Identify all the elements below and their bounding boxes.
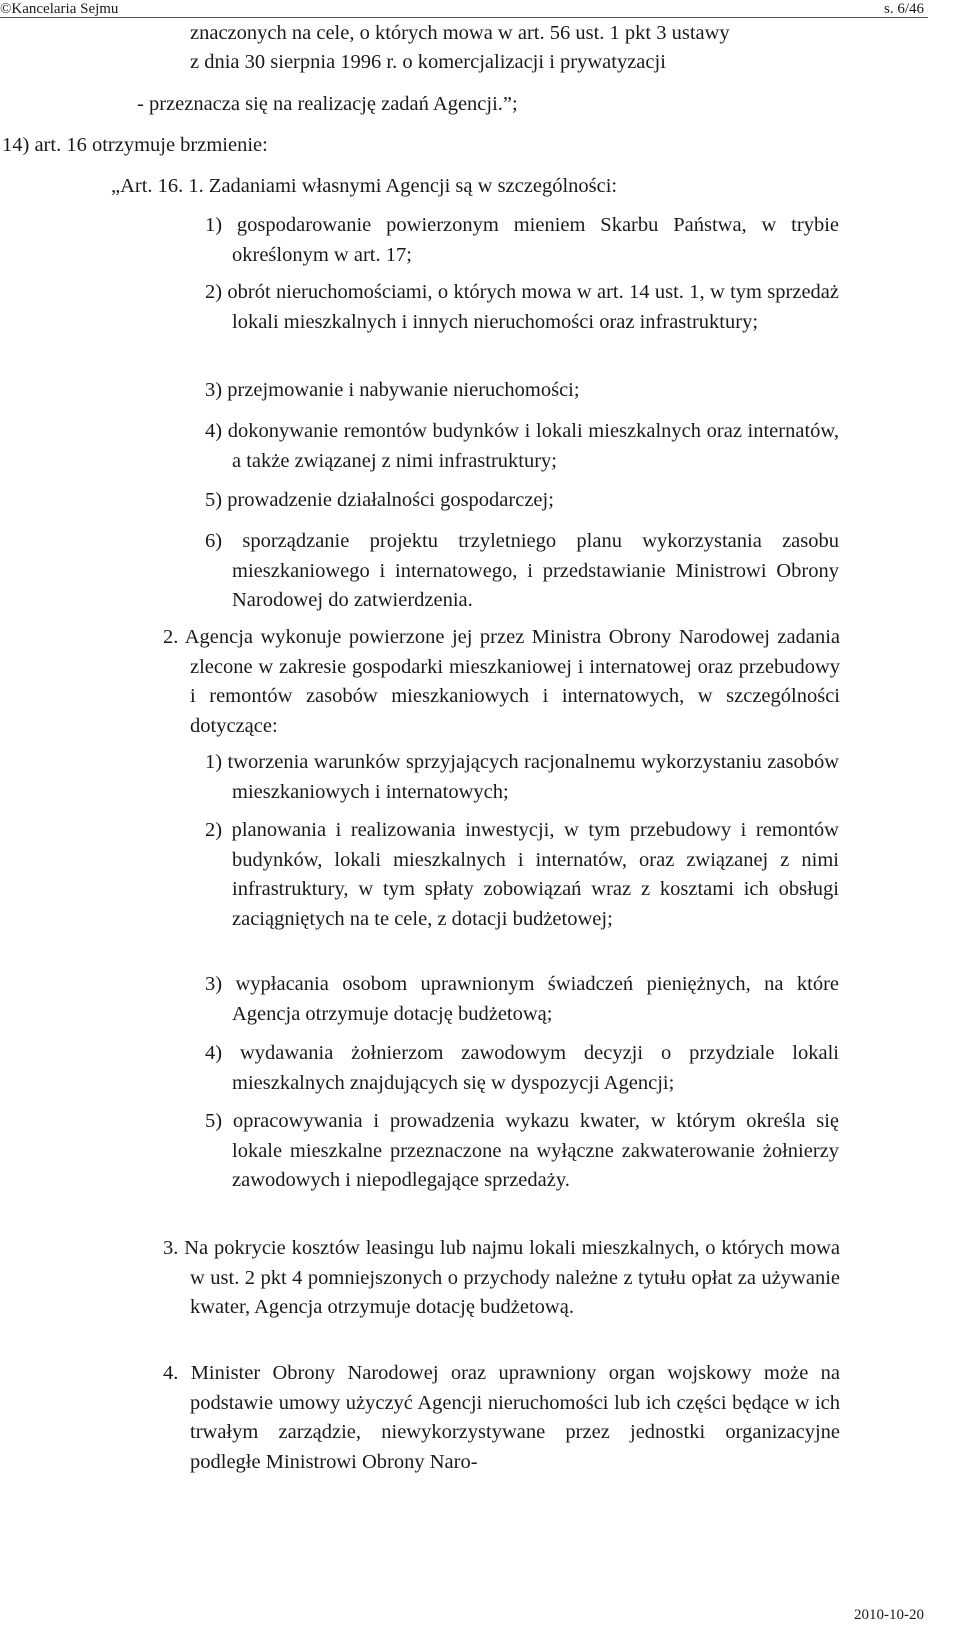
art16-ust1-item-3: 3) przejmowanie i nabywanie nieruchomości; (205, 379, 580, 401)
art16-ust2-item-3: 3) wypłacania osobom uprawnionym świadczeń pieniężnych, na które Agencja otrzymuje dotację budżetową; (205, 973, 839, 1025)
art16-ust2-item-1: 1) tworzenia warunków sprzyjających racjonalnemu wykorzystaniu zasobów mieszkaniowych i internatowych; (205, 751, 839, 803)
page-number: s. 6/46 (883, 1, 924, 17)
art16-ust2-item-4: 4) wydawania żołnierzom zawodowym decyzji o przydziale lokali mieszkalnych znajdujących się w dyspozycji Agencji; (205, 1042, 839, 1094)
intro-line-1: znaczonych na cele, o których mowa w art. 56 ust. 1 pkt 3 ustawy (190, 22, 730, 44)
art16-ust2-item-5: 5) opracowywania i prowadzenia wykazu kwater, w którym określa się lokale mieszkalne przeznaczone na wyłączne zakwaterowanie żołnierzy zawodowych i niepodlegające sprzedaży. (205, 1110, 839, 1191)
art16-ust1-item-1: 1) gospodarowanie powierzonym mieniem Skarbu Państwa, w trybie określonym w art. 17; (205, 214, 839, 266)
header-divider (0, 17, 928, 18)
header-source: ©Kancelaria Sejmu (0, 1, 119, 17)
art16-ust4: 4. Minister Obrony Narodowej oraz uprawniony organ wojskowy może na podstawie umowy użyczyć Agencji nieruchomości lub ich części będące w ich trwałym zarządzie, niewykorzystywane przez jednostki organizacyjne podległe Ministrowi Obrony Naro- (163, 1362, 840, 1473)
intro-line-2: z dnia 30 sierpnia 1996 r. o komercjalizacji i prywatyzacji (190, 51, 666, 73)
art16-ust3: 3. Na pokrycie kosztów leasingu lub najmu lokali mieszkalnych, o których mowa w ust. 2 pkt 4 pomniejszonych o przychody należne z tytułu opłat za używanie kwater, Agencja otrzymuje dotację budżetową. (163, 1237, 840, 1318)
art16-ust1-item-4: 4) dokonywanie remontów budynków i lokali mieszkalnych oraz internatów, a także związanej z nimi infrastruktury; (205, 420, 839, 472)
art16-ust1-item-2: 2) obrót nieruchomościami, o których mowa w art. 14 ust. 1, w tym sprzedaż lokali mieszkalnych i innych nieruchomości oraz infrastruktury; (205, 281, 839, 333)
art-16-heading: „Art. 16. 1. Zadaniami własnymi Agencji są w szczególności: (111, 175, 618, 197)
footer-date: 2010-10-20 (854, 1607, 924, 1623)
art16-ust1-item-6: 6) sporządzanie projektu trzyletniego planu wykorzystania zasobu mieszkaniowego i internatowego, i przedstawianie Ministrowi Obrony Narodowej do zatwierdzenia. (205, 530, 839, 611)
art16-ust1-item-5: 5) prowadzenie działalności gospodarczej; (205, 489, 554, 511)
intro-line-3: - przeznacza się na realizację zadań Agencji.”; (137, 93, 518, 115)
art16-ust2-item-2: 2) planowania i realizowania inwestycji, w tym przebudowy i remontów budynków, lokali mieszkalnych i internatów, oraz związanej z nimi infrastruktury, w tym spłaty zobowiązań wraz z kosztami ich obsługi zaciągniętych na te cele, z dotacji budżetowej; (205, 819, 839, 930)
point-14: 14) art. 16 otrzymuje brzmienie: (2, 134, 268, 156)
art16-ust2: 2. Agencja wykonuje powierzone jej przez Ministra Obrony Narodowej zadania zlecone w zakresie gospodarki mieszkaniowej i internatowej oraz przebudowy i remontów zasobów mieszkaniowych i internatowych, w szczególności dotyczące: (163, 626, 840, 737)
